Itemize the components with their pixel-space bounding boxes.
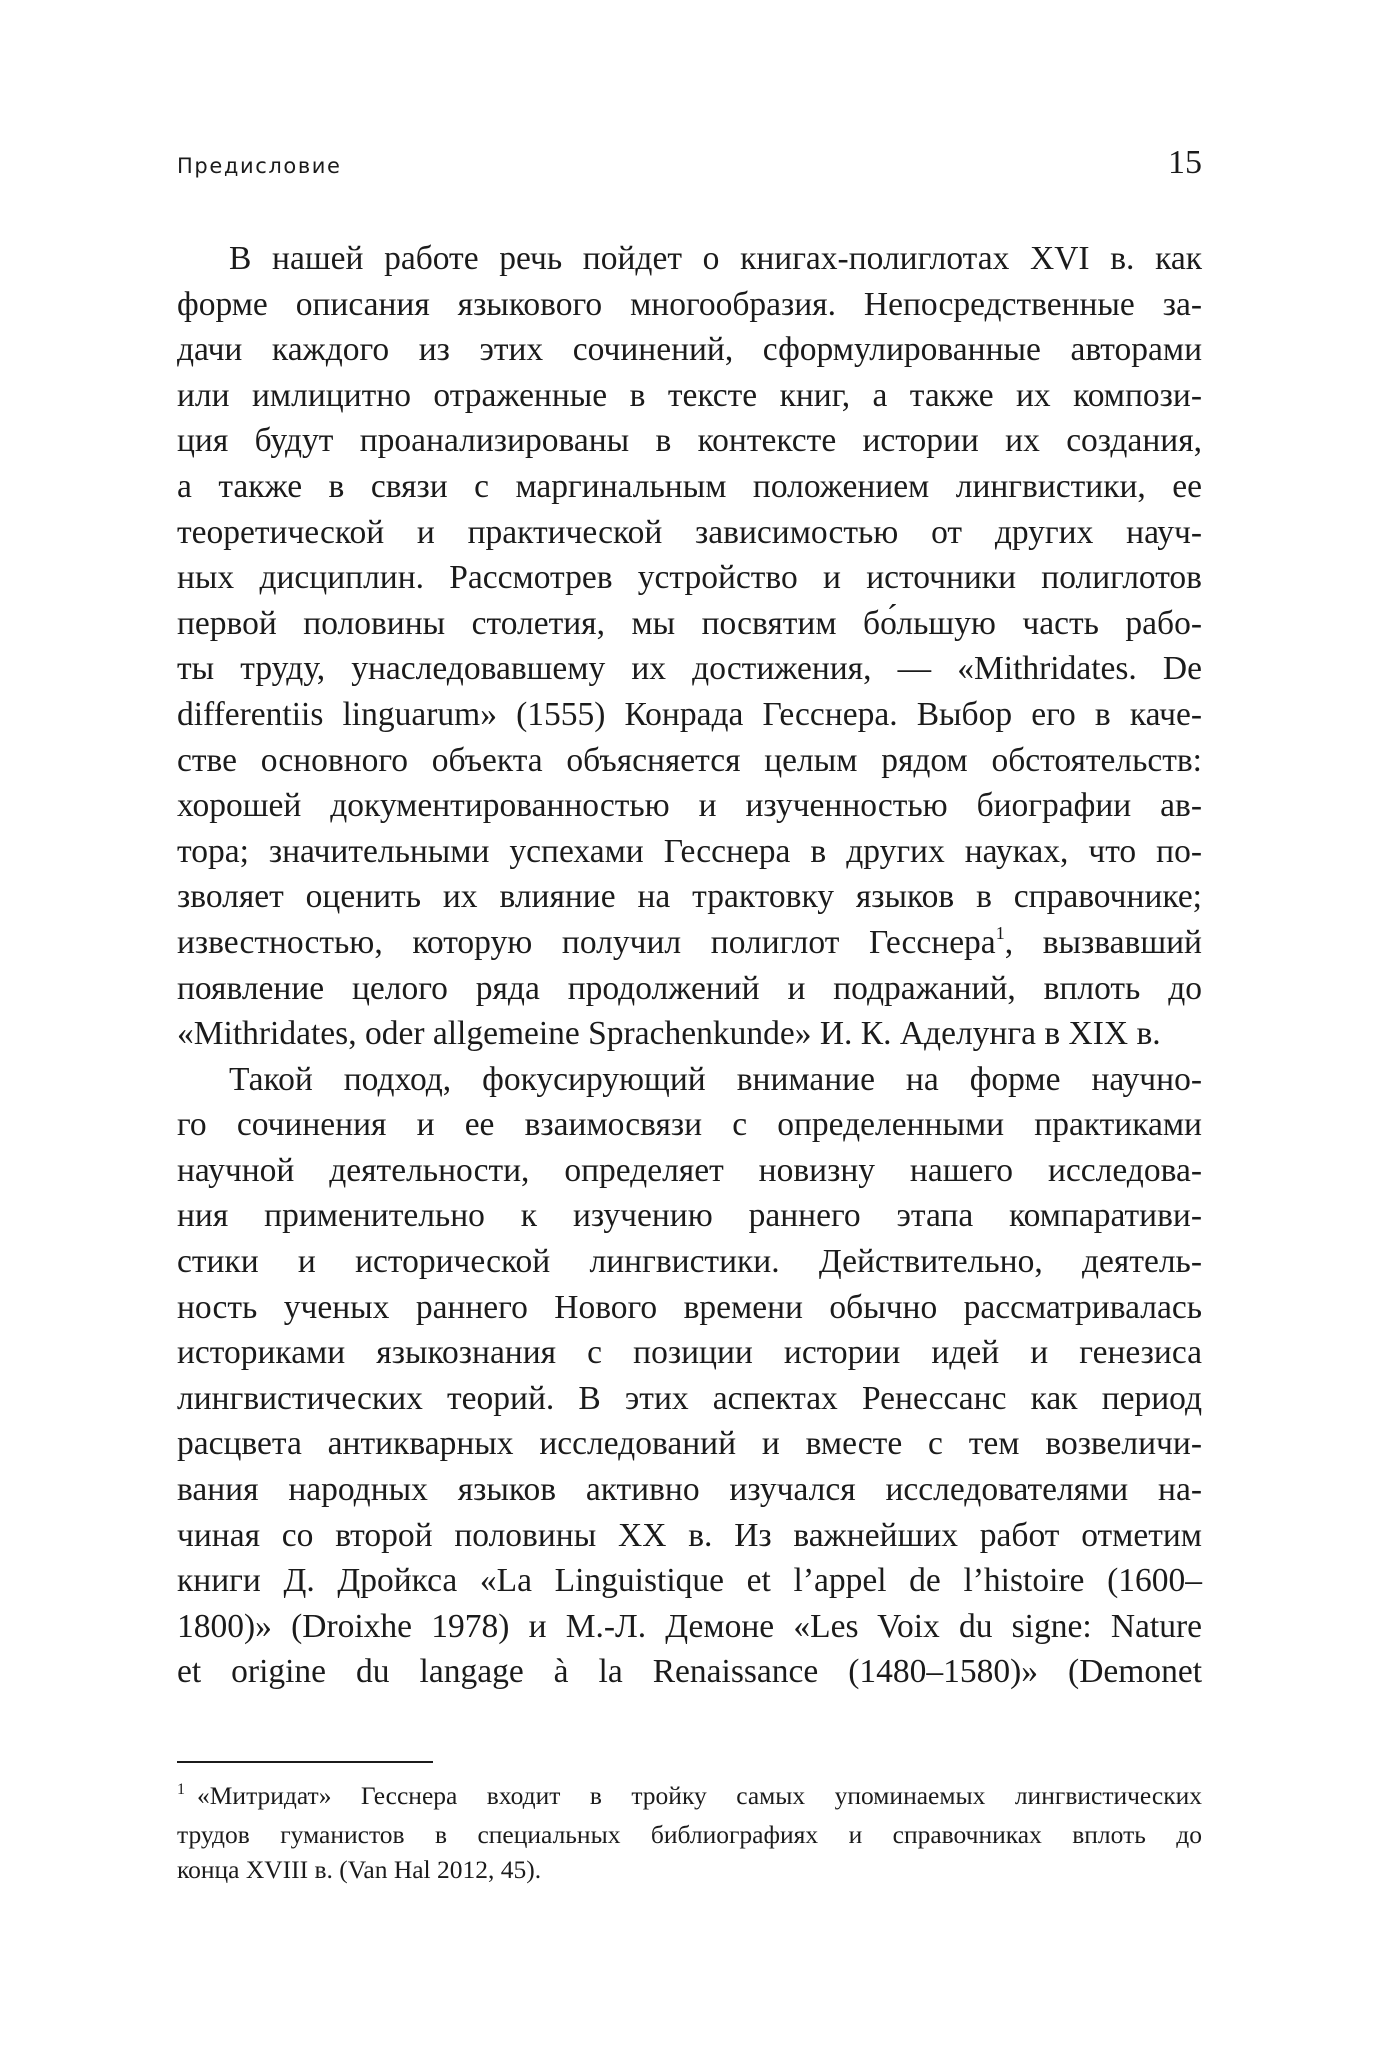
paragraph-1-line: ных дисциплин. Рассмотрев устройство и источники полиглотов (177, 559, 1202, 597)
running-head (177, 144, 1202, 190)
line-text: известностью, которую получил полиглот Гесснера (177, 923, 996, 961)
paragraph-2-line: et origine du langage à la Renaissance (1480–1580)» (Demonet (177, 1653, 1202, 1691)
paragraph-1-line: а также в связи с маргинальным положением лингвистики, ее (177, 467, 1202, 505)
paragraph-1-line: стве основного объекта объясняется целым рядом обстоятельств: (177, 741, 1202, 779)
paragraph-1-line: ция будут проанализированы в контексте истории их создания, (177, 422, 1202, 460)
paragraph-1-line-with-footnote (177, 920, 1202, 966)
paragraph-1-line: форме описания языкового многообразия. Непосредственные за- (177, 285, 1202, 323)
paragraph-2-line: книги Д. Дройкса «La Linguistique et l’appel de l’histoire (1600– (177, 1562, 1202, 1600)
footnote-mark: 1 (177, 1781, 185, 1798)
paragraph-1-line: В нашей работе речь пойдет о книгах-полиглотах XVI в. как (229, 240, 1202, 277)
paragraph-2-line: вания народных языков активно изучался исследователями на- (177, 1471, 1202, 1509)
paragraph-2-line: историками языкознания с позиции истории идей и генезиса (177, 1334, 1202, 1372)
paragraph-2-line: го сочинения и ее взаимосвязи с определенными практиками (177, 1106, 1202, 1144)
paragraph-2-line: чиная со второй половины XX в. Из важнейших работ отметим (177, 1516, 1202, 1554)
line-text-tail: , вызвавший (1004, 923, 1202, 961)
footnote-reference[interactable]: 1 (995, 922, 1005, 943)
paragraph-2-line: Такой подход, фокусирующий внимание на форме научно- (229, 1060, 1202, 1098)
paragraph-2-line: ния применительно к изучению раннего этапа компаративи- (177, 1197, 1202, 1235)
paragraph-1-line: дачи каждого из этих сочинений, сформулированные авторами (177, 331, 1202, 369)
footnote-divider (177, 1761, 433, 1763)
paragraph-2-line: расцвета антикварных исследований и вместе с тем возвеличи- (177, 1425, 1202, 1463)
paragraph-1-line: первой половины столетия, мы посвятим бо́льшую часть рабо- (177, 604, 1202, 642)
paragraph-1-line: тора; значительными успехами Гесснера в других науках, что по- (177, 832, 1202, 870)
paragraph-2-line: ность ученых раннего Нового времени обычно рассматривалась (177, 1288, 1202, 1326)
footnote-line: конца XVIII в. (Van Hal 2012, 45). (177, 1855, 542, 1884)
footnote-text: «Митридат» Гесснера входит в тройку самых упоминаемых лингвистических (197, 1781, 1202, 1810)
paragraph-2-line: 1800)» (Droixhe 1978) и М.-Л. Демоне «Les Voix du signe: Nature (177, 1607, 1202, 1645)
paragraph-2-line: научной деятельности, определяет новизну нашего исследова- (177, 1151, 1202, 1189)
paragraph-1-line: differentiis linguarum» (1555) Конрада Гесснера. Выбор его в каче- (177, 695, 1202, 733)
paragraph-2-line: стики и исторической лингвистики. Действительно, деятель- (177, 1243, 1202, 1281)
paragraph-1-line: «Mithridates, oder allgemeine Sprachenkunde» И. К. Аделунга в XIX в. (177, 1015, 1161, 1053)
page-number: 15 (1168, 144, 1202, 181)
main-text (177, 236, 1202, 1695)
footnote-line: трудов гуманистов в специальных библиографиях и справочниках вплоть до (177, 1820, 1202, 1849)
paragraph-1-line: зволяет оценить их влияние на трактовку языков в справочнике; (177, 878, 1202, 916)
footnote (177, 1778, 1202, 1887)
paragraph-1-line: ты труду, унаследовавшему их достижения, — «Mithridates. De (177, 650, 1202, 688)
paragraph-1-line: теоретической и практической зависимостью от других науч- (177, 513, 1202, 551)
paragraph-1-line: появление целого ряда продолжений и подражаний, вплоть до (177, 969, 1202, 1007)
footnote-line (177, 1778, 1202, 1817)
section-title: Предисловие (177, 154, 342, 178)
paragraph-1-line: хорошей документированностью и изученностью биографии ав- (177, 787, 1202, 825)
paragraph-1-line: или имлицитно отраженные в тексте книг, а также их компози- (177, 376, 1202, 414)
paragraph-2-line: лингвистических теорий. В этих аспектах Ренессанс как период (177, 1379, 1202, 1417)
